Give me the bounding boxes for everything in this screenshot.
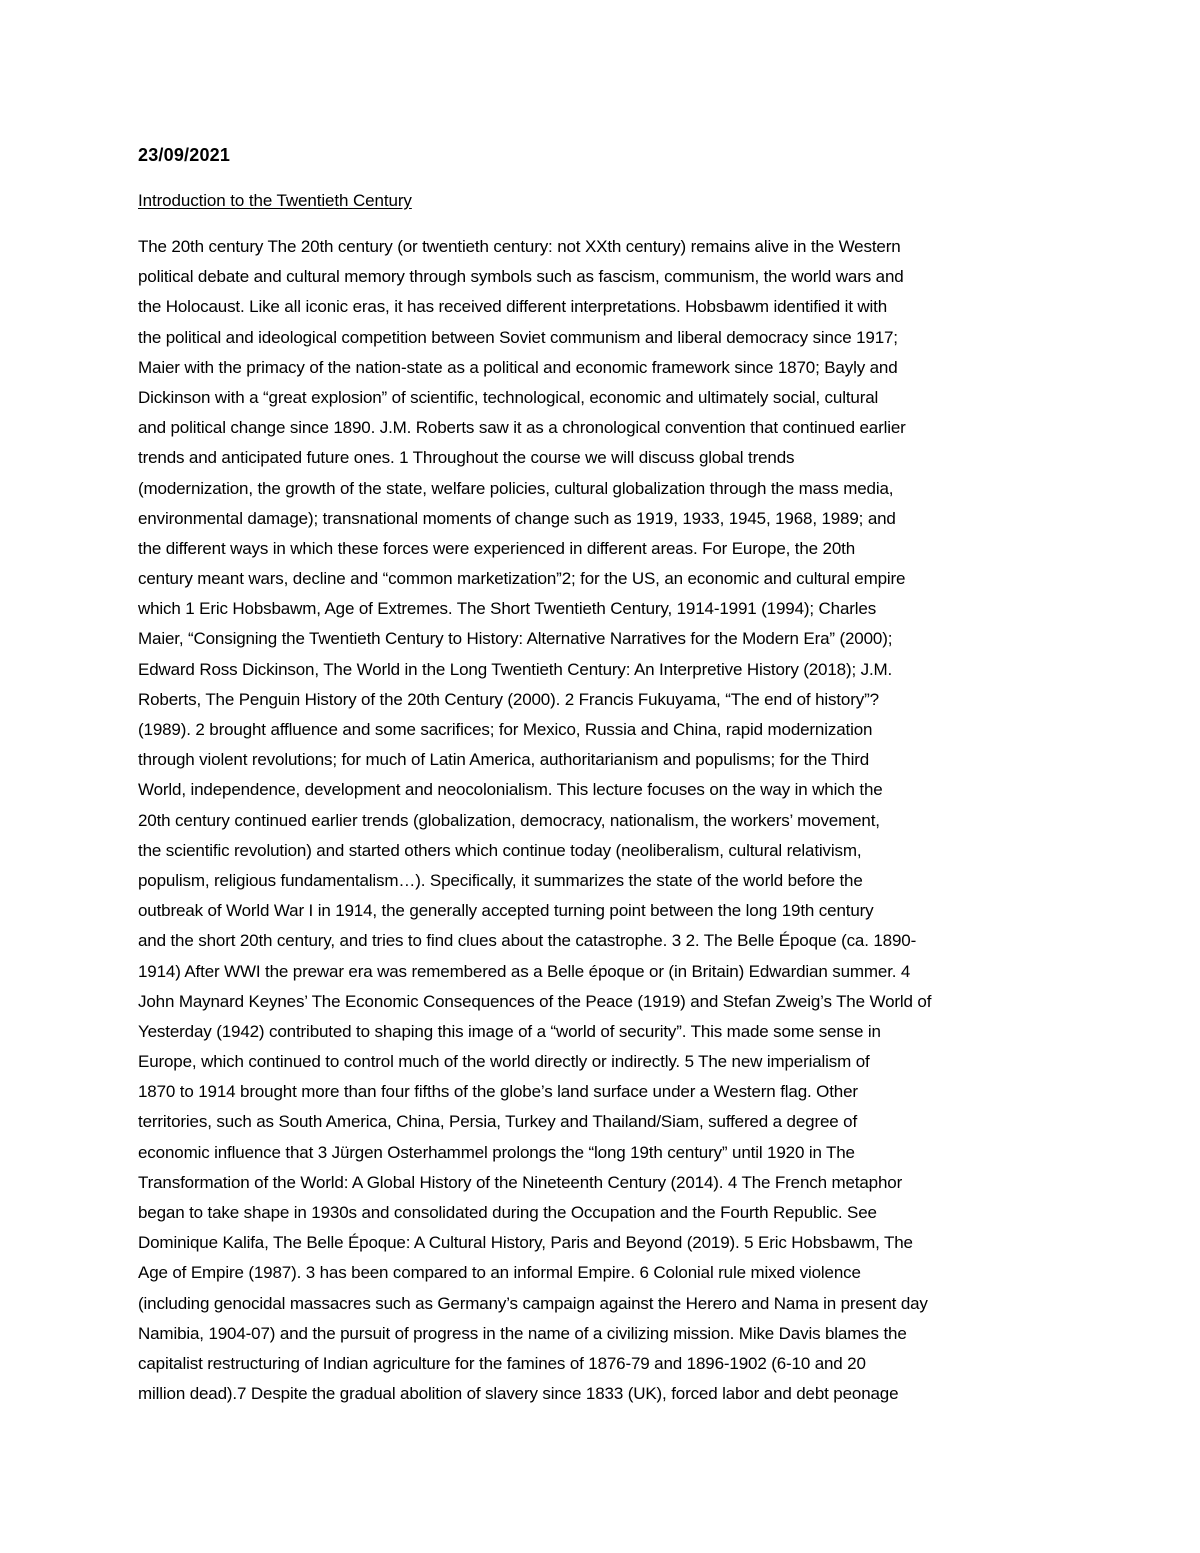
body-line: began to take shape in 1930s and consolidated during the Occupation and the Fourth Republic. See: [138, 1203, 877, 1222]
body-line: Transformation of the World: A Global History of the Nineteenth Century (2014). 4 The French metaphor: [138, 1172, 903, 1192]
body-line: economic influence that 3 Jürgen Osterhammel prolongs the “long 19th century” until 1920 in The: [138, 1142, 855, 1162]
body-line: populism, religious fundamentalism…). Specifically, it summarizes the state of the world before the: [138, 870, 863, 890]
body-line: Edward Ross Dickinson, The World in the Long Twentieth Century: An Interpretive History (2018); J.M.: [138, 659, 893, 679]
body-line: (1989). 2 brought affluence and some sacrifices; for Mexico, Russia and China, rapid modernization: [138, 720, 873, 739]
body-line: political debate and cultural memory through symbols such as fascism, communism, the world wars and: [138, 267, 904, 287]
body-line: World, independence, development and neocolonialism. This lecture focuses on the way in which the: [138, 780, 883, 800]
body-line: Yesterday (1942) contributed to shaping this image of a “world of security”. This made some sense in: [138, 1021, 881, 1041]
body-line: through violent revolutions; for much of Latin America, authoritarianism and populisms; for the Third: [138, 750, 870, 770]
body-line: the Holocaust. Like all iconic eras, it has received different interpretations. Hobsbawm identified it with: [138, 297, 888, 317]
body-line: Maier, “Consigning the Twentieth Century to History: Alternative Narratives for the Modern Era” (2000);: [138, 629, 893, 649]
body-line: and the short 20th century, and tries to find clues about the catastrophe. 3 2. The Belle Époque (ca. 1890-: [138, 931, 917, 951]
body-line: Dickinson with a “great explosion” of scientific, technological, economic and ultimately social, cultural: [138, 387, 879, 407]
body-line: the scientific revolution) and started others which continue today (neoliberalism, cultural relativism,: [138, 840, 862, 860]
document-date: 23/09/2021: [138, 145, 231, 165]
body-line: The 20th century The 20th century (or twentieth century: not XXth century) remains alive in the Western: [138, 237, 901, 256]
body-line: Dominique Kalifa, The Belle Époque: A Cultural History, Paris and Beyond (2019). 5 Eric Hobsbawm, The: [138, 1233, 913, 1253]
body-line: (modernization, the growth of the state, welfare policies, cultural globalization through the mass media,: [138, 478, 894, 498]
body-line: territories, such as South America, China, Persia, Turkey and Thailand/Siam, suffered a degree of: [138, 1112, 858, 1132]
body-line: Maier with the primacy of the nation-state as a political and economic framework since 1870; Bayly and: [138, 357, 898, 377]
body-line: 1914) After WWI the prewar era was remembered as a Belle époque or (in Britain) Edwardian summer. 4: [138, 961, 911, 981]
body-line: outbreak of World War I in 1914, the generally accepted turning point between the long 19th century: [138, 901, 874, 921]
body-line: century meant wars, decline and “common marketization”2; for the US, an economic and cultural empire: [138, 569, 906, 589]
body-line: John Maynard Keynes’ The Economic Consequences of the Peace (1919) and Stefan Zweig’s The World of: [138, 991, 932, 1011]
body-line: 20th century continued earlier trends (globalization, democracy, nationalism, the workers’ movement,: [138, 810, 880, 830]
body-line: environmental damage); transnational moments of change such as 1919, 1933, 1945, 1968, 1989; and: [138, 508, 896, 528]
body-line: the different ways in which these forces were experienced in different areas. For Europe, the 20th: [138, 538, 856, 558]
document-page: [138, 0, 1063, 1553]
body-line: Europe, which continued to control much of the world directly or indirectly. 5 The new imperialism of: [138, 1052, 870, 1072]
document-title: Introduction to the Twentieth Century: [138, 191, 412, 210]
body-line: (including genocidal massacres such as Germany’s campaign against the Herero and Nama in present day: [138, 1293, 928, 1313]
body-line: Age of Empire (1987). 3 has been compared to an informal Empire. 6 Colonial rule mixed violence: [138, 1263, 861, 1283]
body-line: the political and ideological competition between Soviet communism and liberal democracy since 1917;: [138, 327, 898, 347]
document-body: [138, 232, 1063, 1409]
body-line: Roberts, The Penguin History of the 20th Century (2000). 2 Francis Fukuyama, “The end of history”?: [138, 689, 879, 709]
body-line: million dead).7 Despite the gradual abolition of slavery since 1833 (UK), forced labor and debt peonage: [138, 1384, 899, 1404]
body-line: which 1 Eric Hobsbawm, Age of Extremes. The Short Twentieth Century, 1914-1991 (1994); Charles: [138, 599, 877, 619]
body-line: 1870 to 1914 brought more than four fifths of the globe’s land surface under a Western flag. Other: [138, 1082, 858, 1102]
body-line: and political change since 1890. J.M. Roberts saw it as a chronological convention that continued earlier: [138, 418, 906, 438]
body-line: Namibia, 1904-07) and the pursuit of progress in the name of a civilizing mission. Mike Davis blames the: [138, 1323, 907, 1343]
body-line: trends and anticipated future ones. 1 Throughout the course we will discuss global trends: [138, 448, 795, 468]
body-line: capitalist restructuring of Indian agriculture for the famines of 1876-79 and 1896-1902 (6-10 and 20: [138, 1353, 866, 1373]
